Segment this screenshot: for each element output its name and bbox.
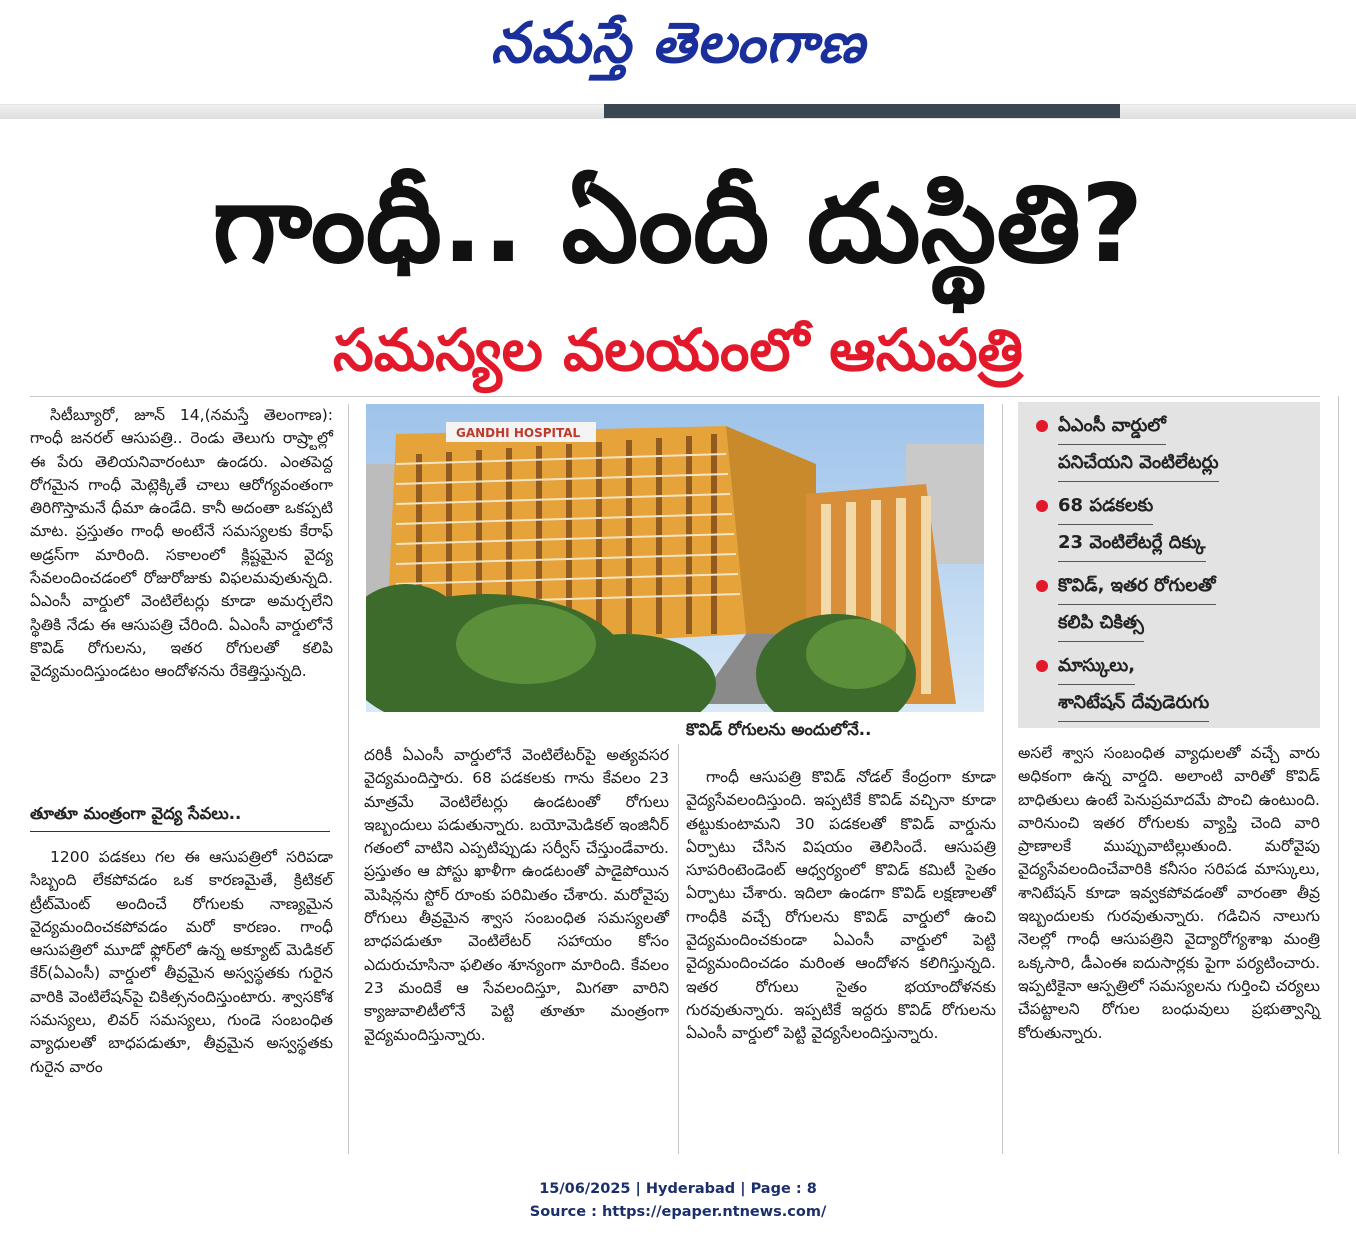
highlight-line: మాస్కులు,	[1058, 648, 1135, 685]
highlight-item	[1036, 568, 1306, 642]
article-paragraph: 1200 పడకలు గల ఈ ఆసుపత్రిలో సరిపడా సిబ్బంది లేకపోవడం ఒక కారణమైతే, క్రిటికల్ ట్రీట్‌మెంట్ అందించే రోగులకు నాణ్యమైన వైద్యమందించకపోవడం మరో కారణం. గాంధీ ఆసుపత్రిలో మూడో ఫ్లోర్‌లో ఉన్న అక్యూట్ మెడికల్ కేర్(ఏఎంసీ) వార్డులో తీవ్రమైన అస్వస్థతకు గురైన వారికి వెంటిలేషన్‌పై చికిత్సనందిస్తుంటారు. శ్వాసకోశ సమస్యలు, లివర్ సమస్యలు, గుండె సంబంధిత వ్యాధులతో బాధపడుతూ, తీవ్రమైన అస్వస్థతకు గురైన వారం	[30, 848, 333, 1076]
article-column-1b	[30, 846, 333, 1079]
highlight-line: 68 పడకలకు	[1058, 488, 1153, 525]
article-paragraph: అసలే శ్వాస సంబంధిత వ్యాధులతో వచ్చే వారు అధికంగా ఉన్న వార్డది. అలాంటి వారితో కొవిడ్ బాధితులు ఉంటే పెనుప్రమాదమే పొంచి ఉంటుంది. వారినుంచి ఇతర రోగులకు వ్యాప్తి చెంది వారి ప్రాణాలకే ముప్పువాటిల్లుతుంది. మరోవైపు వైద్యసేవలందించేవారికి కనీసం సరిపడ మాస్కులు, శానిటేషన్ కూడా ఇవ్వకపోవడంతో వారంతా తీవ్ర ఇబ్బందులకు గురవుతున్నారు. గడిచిన నాలుగు నెలల్లో గాంధీ ఆసుపత్రిని వైద్యారోగ్యశాఖ మంత్రి ఒక్కసారి, డీఎంఈ ఐదుసార్లకు పైగా పర్యటించారు. ఇప్పటికైనా ఆస్పత్రిలో సమస్యలను గుర్తించి చర్యలు చేపట్టాలని రోగుల బంధువులు ప్రభుత్వాన్ని కోరుతున్నారు.	[1018, 744, 1320, 1042]
article-column-1	[30, 404, 333, 684]
highlight-item	[1036, 648, 1306, 722]
article-paragraph: గాంధీ ఆసుపత్రి కొవిడ్ నోడల్ కేంద్రంగా కూడా వైద్యసేవలందిస్తుంది. ఇప్పటికే కొవిడ్ వచ్చినా కూడా తట్టుకుంటామని 30 పడకలతో కొవిడ్ వార్డును ఏర్పాటు చేసిన విషయం తెలిసిందే. ఆసుపత్రి సూపరింటెండెంట్ ఆధ్వర్యంలో కొవిడ్ కమిటీ సైతం ఏర్పాటు చేశారు. ఇదిలా ఉండగా కొవిడ్ లక్షణాలతో గాంధీకి వచ్చే రోగులను కొవిడ్ వార్డులో ఉంచి వైద్యమందించకుండా ఏఎంసీ వార్డులో పెట్టి వైద్యమందించడం మరింత ఆందోళన కలిగిస్తున్నది. ఇతర రోగులు సైతం భయాందోళనకు గురవుతున్నారు. ఇప్పటికే ఇద్దరు కొవిడ్ రోగులను ఏఎంసీ వార్డులో పెట్టి వైద్యసేలందిస్తున్నారు.	[686, 768, 996, 1043]
highlight-line: ఏఎంసీ వార్డులో	[1058, 408, 1166, 445]
highlight-item	[1036, 488, 1306, 562]
footer-date-edition: 15/06/2025 | Hyderabad | Page : 8	[539, 1181, 817, 1197]
article-paragraph: సిటీబ్యూరో, జూన్ 14,(నమస్తే తెలంగాణ): గాంధీ జనరల్ ఆసుపత్రి.. రెండు తెలుగు రాష్ర్టాల్లో ఈ పేరు తెలియనివారంటూ ఉండరు. ఎంతపెద్ద రోగమైన గాంధీ మెట్లెక్కితే చాలు ఆరోగ్యవంతంగా తిరిగొస్తామనే ధీమా ఉండేది. కానీ అదంతా ఒకప్పటి మాట. ప్రస్తుతం గాంధీ అంటేనే సమస్యలకు కేరాఫ్ అడ్రస్‌గా మారింది. సకాలంలో క్లిష్టమైన వైద్య సేవలందించడంలో రోజురోజుకు విఫలమవుతున్నది. ఏఎంసీ వార్డులో వెంటిలేటర్లు కూడా అమర్చలేని స్థితికి నేడు ఈ ఆసుపత్రి చేరింది. ఏఎంసీ వార్డులోనే కొవిడ్ రోగులను, ఇతర రోగులతో కలిపి వైద్యమందిస్తుండటం ఆందోళనను రేకెత్తిస్తున్నది.	[30, 406, 333, 681]
article-column-2	[364, 744, 669, 1047]
highlights-box	[1018, 402, 1320, 728]
subheadline: సమస్యల వలయంలో ఆసుపత్రి	[333, 316, 1023, 384]
column-rule-2	[1002, 404, 1003, 1154]
hospital-photo	[366, 404, 984, 712]
highlight-line: శానిటేషన్ దేవుడెరుగు	[1058, 685, 1209, 722]
column-rule-4	[1338, 396, 1339, 1154]
bullet-icon	[1036, 420, 1048, 432]
hospital-photo-illustration	[366, 404, 984, 712]
bullet-icon	[1036, 500, 1048, 512]
article-column-4	[1018, 742, 1320, 1045]
highlight-line: కొవిడ్, ఇతర రోగులతో	[1058, 568, 1216, 605]
column-rule-3	[678, 744, 679, 1154]
photo-caption: కొవిడ్ రోగులను అందులోనే..	[686, 720, 872, 739]
headline: గాంధీ.. ఏందీ దుస్థితి?	[212, 162, 1144, 287]
article-paragraph: దరికీ ఏఎంసీ వార్డులోనే వెంటిలేటర్‌పై అత్యవసర వైద్యమందిస్తారు. 68 పడకలకు గాను కేవలం 23 మాత్రమే వెంటిలేటర్లు ఉండటంతో రోగులు ఇబ్బందులు పడుతున్నారు. బయోమెడికల్ ఇంజినీర్ గతంలో వాటిని ఎప్పటిప్పుడు సర్వీస్ చేస్తుండేవారు. ప్రస్తుతం ఆ పోస్టు ఖాళీగా ఉండటంతో పాడైపోయిన మెషిన్లను స్టోర్ రూంకు పరిమితం చేశారు. మరోవైపు రోగులు తీవ్రమైన శ్వాస సంబంధిత సమస్యలతో బాధపడుతూ వెంటిలేటర్ సహాయం కోసం ఎదురుచూసినా ఫలితం శూన్యంగా మారింది. కేవలం 23 మందికే ఆ సేవలందిస్తూ, మిగతా వారిని క్యాజువాలిటీలోనే పెట్టి తూతూ మంత్రంగా వైద్యమందిస్తున్నారు.	[364, 746, 669, 1044]
highlight-item	[1036, 408, 1306, 482]
highlight-line: 23 వెంటిలేటర్లే దిక్కు	[1058, 525, 1206, 562]
article-column-3	[686, 766, 996, 1046]
column-top-rule	[30, 396, 1320, 397]
footer	[0, 1178, 1356, 1224]
footer-source-link[interactable]: Source : https://epaper.ntnews.com/	[529, 1204, 827, 1220]
subheading-tutu-mantranga: తూతూ మంత్రంగా వైద్య సేవలు..	[30, 804, 330, 832]
column-rule-1	[348, 404, 349, 1154]
highlight-line: కలిపి చికిత్స	[1058, 605, 1144, 642]
masthead-logo: నమస్తే తెలంగాణ	[490, 10, 866, 76]
masthead	[0, 0, 1356, 100]
bullet-icon	[1036, 580, 1048, 592]
hospital-sign-text: GANDHI HOSPITAL	[456, 426, 581, 440]
masthead-accent-bar	[604, 104, 1120, 118]
bullet-icon	[1036, 660, 1048, 672]
highlight-line: పనిచేయని వెంటిలేటర్లు	[1058, 445, 1219, 482]
